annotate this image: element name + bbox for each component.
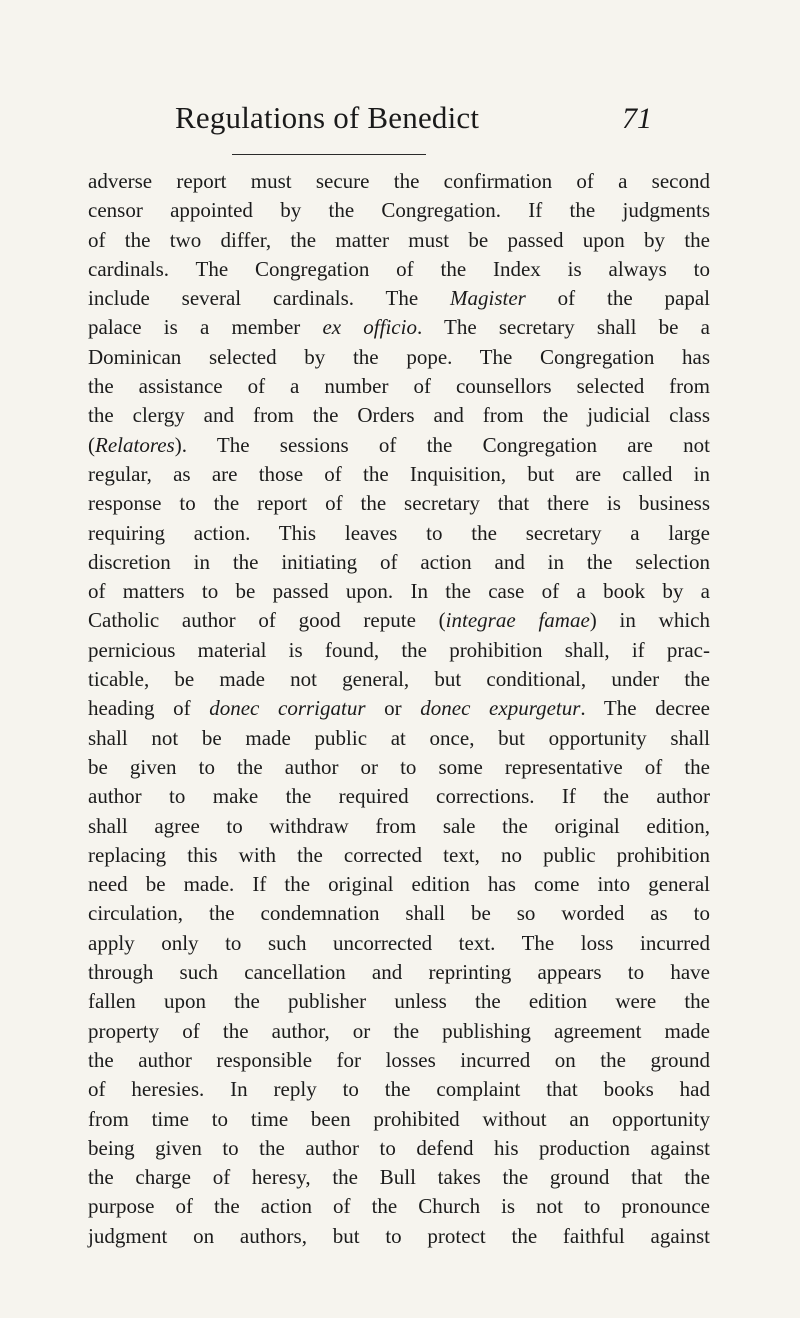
text-run: purpose of the action of the Church is not to pronounce (88, 1194, 710, 1219)
text-line (88, 196, 710, 225)
text-run: requiring action. This leaves to the secretary a large (88, 520, 710, 545)
text-line (88, 167, 710, 196)
text-run: of heresies. In reply to the complaint that books had (88, 1077, 710, 1102)
text-line (88, 958, 710, 987)
text-line (88, 1222, 710, 1251)
text-run: circulation, the condemnation shall be so worded as to (88, 901, 710, 926)
text-run: cardinals. The Congregation of the Index is always to (88, 256, 710, 281)
text-run: replacing this with the corrected text, no public prohibition (88, 842, 710, 867)
text-line (88, 782, 710, 811)
italic-phrase: integrae famae (445, 608, 590, 633)
text-run: adverse report must secure the confirmation of a second (88, 169, 710, 193)
text-run: be given to the author or to some representative of the (88, 754, 710, 779)
text-run: or (365, 696, 421, 721)
text-run: the clergy and from the Orders and from the judicial class (88, 403, 710, 428)
text-run: ( (88, 432, 95, 457)
text-run: . The decree (580, 696, 710, 721)
text-line (88, 606, 710, 635)
text-line (88, 1105, 710, 1134)
text-run: fallen upon the publisher unless the edition were the (88, 989, 710, 1014)
text-line (88, 1046, 710, 1075)
text-line (88, 987, 710, 1016)
header-rule (232, 154, 426, 155)
text-run: property of the author, or the publishing agreement made (88, 1018, 710, 1043)
text-line (88, 899, 710, 928)
running-head (0, 100, 800, 140)
text-run: discretion in the initiating of action and in the selection (88, 549, 710, 574)
text-line (88, 577, 710, 606)
text-run: judgment on authors, but to protect the faithful against (88, 1223, 710, 1248)
text-line (88, 1075, 710, 1104)
text-run: apply only to such uncorrected text. The loss incurred (88, 930, 710, 955)
italic-phrase: ex officio (322, 315, 417, 340)
text-line (88, 519, 710, 548)
text-line (88, 226, 710, 255)
italic-phrase: Magister (450, 286, 526, 311)
text-run: from time to time been prohibited without an opportunity (88, 1106, 710, 1131)
text-line (88, 753, 710, 782)
text-run: of the two differ, the matter must be passed upon by the (88, 227, 710, 252)
text-line (88, 1192, 710, 1221)
text-line (88, 812, 710, 841)
text-line (88, 841, 710, 870)
text-line (88, 431, 710, 460)
text-run: need be made. If the original edition has come into general (88, 872, 710, 897)
text-line (88, 1163, 710, 1192)
text-run: include several cardinals. The (88, 286, 450, 311)
text-run: of matters to be passed upon. In the case of a book by a (88, 579, 710, 604)
page-number: 71 (622, 102, 652, 135)
text-run: heading of (88, 696, 210, 721)
text-run: author to make the required corrections. If the author (88, 784, 710, 809)
text-run: Catholic author of good repute ( (88, 608, 446, 633)
text-line (88, 401, 710, 430)
text-line (88, 929, 710, 958)
text-run: the author responsible for losses incurred on the ground (88, 1047, 710, 1072)
italic-phrase: donec corrigatur (209, 696, 366, 721)
text-line (88, 665, 710, 694)
text-run: ). The sessions of the Congregation are not (174, 432, 710, 457)
text-run: regular, as are those of the Inquisition, but are called in (88, 461, 710, 486)
text-run: censor appointed by the Congregation. If the judgments (88, 198, 710, 223)
body-text (88, 167, 710, 1251)
text-run: the assistance of a number of counsellors selected from (88, 374, 710, 399)
text-run: . The secretary shall be a (416, 315, 710, 340)
text-run: palace is a member (88, 315, 323, 340)
text-line (88, 460, 710, 489)
italic-phrase: Relatores (95, 432, 175, 457)
text-run: response to the report of the secretary that there is business (88, 491, 710, 516)
text-line (88, 694, 710, 723)
text-run: ) in which (589, 608, 710, 633)
text-line (88, 1017, 710, 1046)
text-run: through such cancellation and reprinting appears to have (88, 960, 710, 985)
text-line (88, 343, 710, 372)
italic-phrase: donec expurgetur (420, 696, 581, 721)
text-line (88, 724, 710, 753)
text-run: shall not be made public at once, but opportunity shall (88, 725, 710, 750)
text-line (88, 284, 710, 313)
text-line (88, 548, 710, 577)
text-run: ticable, be made not general, but conditional, under the (88, 667, 710, 692)
text-run: of the papal (525, 286, 711, 311)
text-run: shall agree to withdraw from sale the original edition, (88, 813, 710, 838)
text-run: the charge of heresy, the Bull takes the ground that the (88, 1165, 710, 1190)
text-line (88, 255, 710, 284)
text-run: being given to the author to defend his production against (88, 1135, 710, 1160)
text-line (88, 313, 710, 342)
text-run: pernicious material is found, the prohibition shall, if prac- (88, 637, 710, 662)
text-line (88, 489, 710, 518)
text-line (88, 1134, 710, 1163)
text-line (88, 636, 710, 665)
text-line (88, 372, 710, 401)
text-line (88, 870, 710, 899)
running-title: Regulations of Benedict (175, 100, 480, 135)
text-run: Dominican selected by the pope. The Congregation has (88, 344, 710, 369)
